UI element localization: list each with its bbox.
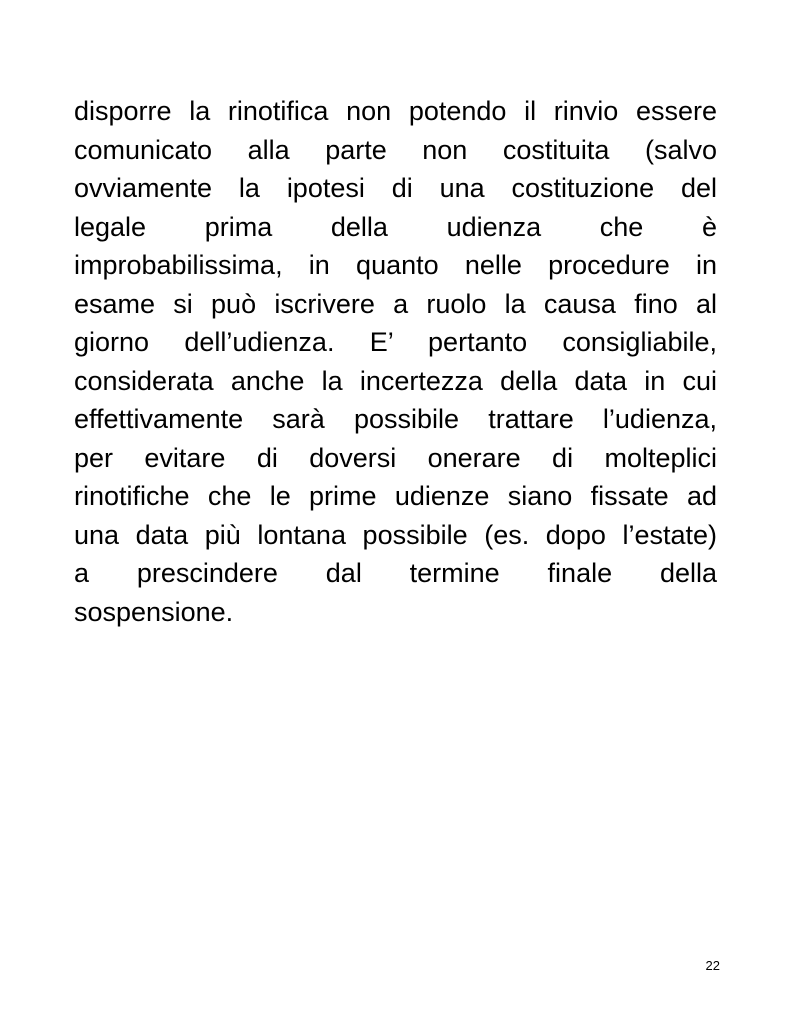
paragraph-line-3: ovviamente la ipotesi di una costituzione del (74, 173, 717, 203)
paragraph-line-13: a prescindere dal termine finale della (74, 558, 717, 588)
paragraph-line-4: legale prima della udienza che è (74, 211, 717, 242)
paragraph-line-11: rinotifiche che le prime udienze siano fissate ad (74, 481, 717, 511)
paragraph-line-6: esame si può iscrivere a ruolo la causa fino al (74, 288, 717, 319)
paragraph-line-14: sospensione. (74, 596, 234, 627)
paragraph-line-1: disporre la rinotifica non potendo il rinvio essere (74, 96, 717, 126)
paragraph-line-9: effettivamente sarà possibile trattare l’udienza, (74, 404, 717, 434)
paragraph-line-5: improbabilissima, in quanto nelle procedure in (74, 250, 717, 280)
page-number: 22 (705, 958, 720, 973)
paragraph-line-10: per evitare di doversi onerare di molteplici (74, 442, 717, 473)
paragraph-line-2: comunicato alla parte non costituita (salvo (74, 134, 717, 165)
paragraph-line-7: giorno dell’udienza. E’ pertanto consigliabile, (74, 327, 717, 357)
paragraph-line-12: una data più lontana possibile (es. dopo l’estate) (74, 519, 717, 550)
body-paragraph (74, 92, 717, 631)
paragraph-line-8: considerata anche la incertezza della data in cui (74, 365, 717, 396)
